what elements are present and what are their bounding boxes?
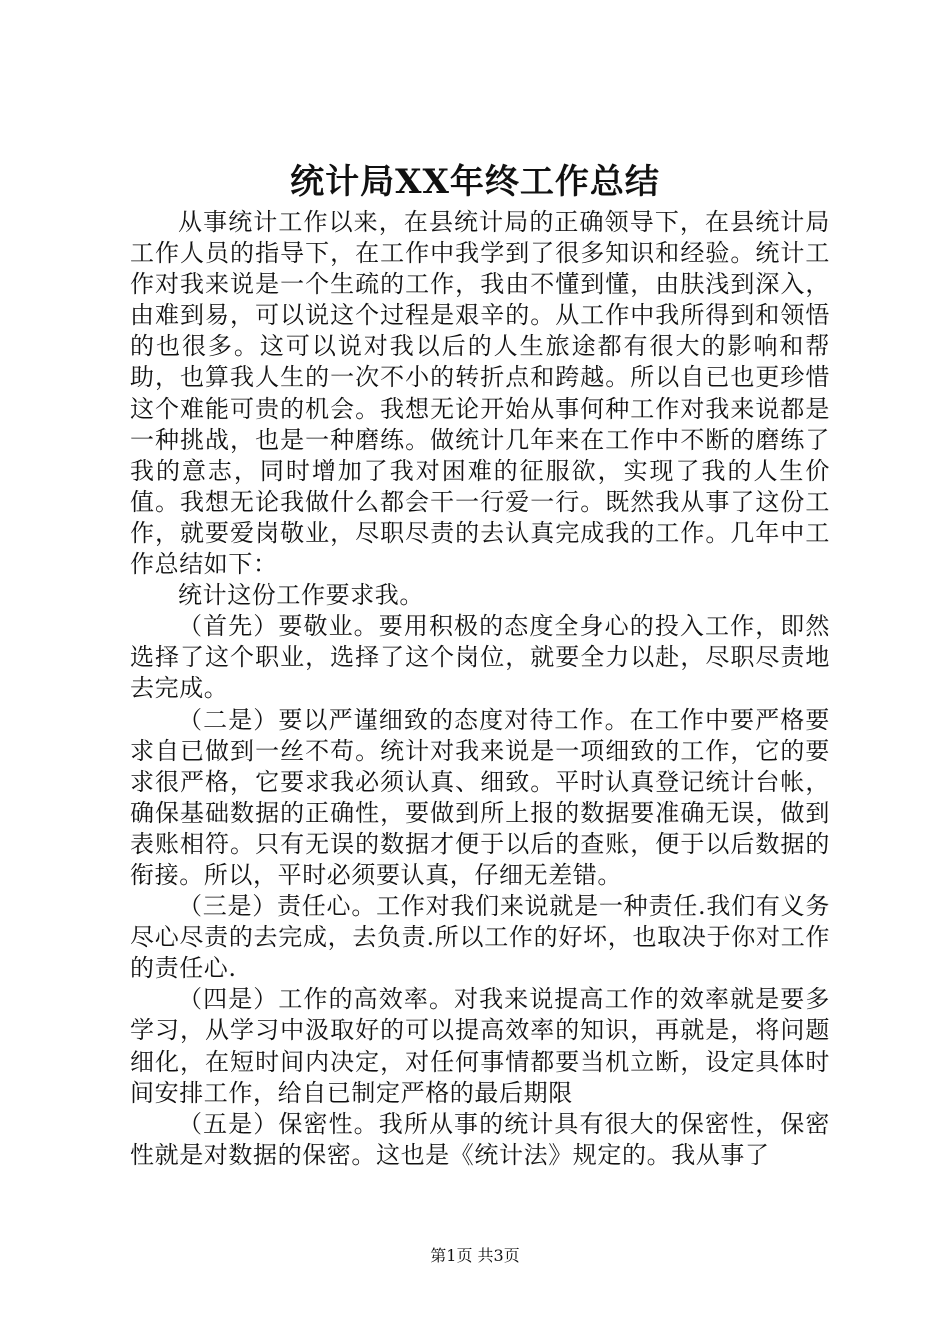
paragraph-point-fifth: （五是）保密性。我所从事的统计具有很大的保密性，保密性就是对数据的保密。这也是《统计法》规定的。我从事了 bbox=[130, 1109, 830, 1169]
paragraph-point-third: （三是）责任心。工作对我们来说就是一种责任.我们有义务尽心尽责的去完成，去负责.所以工作的好坏，也取决于你对工作的责任心. bbox=[130, 892, 830, 983]
paragraph-point-first: （首先）要敬业。要用积极的态度全身心的投入工作，即然选择了这个职业，选择了这个岗位，就要全力以赴，尽职尽责地去完成。 bbox=[130, 612, 830, 703]
document-body bbox=[130, 207, 830, 1171]
paragraph-point-second: （二是）要以严谨细致的态度对待工作。在工作中要严格要求自已做到一丝不苟。统计对我来说是一项细致的工作，它的要求很严格，它要求我必须认真、细致。平时认真登记统计台帐，确保基础数据的正确性，要做到所上报的数据要准确无误，做到表账相符。只有无误的数据才便于以后的查账，便于以后数据的衔接。所以，平时必须要认真，仔细无差错。 bbox=[130, 705, 830, 889]
paragraph-intro: 从事统计工作以来，在县统计局的正确领导下，在县统计局工作人员的指导下，在工作中我学到了很多知识和经验。统计工作对我来说是一个生疏的工作，我由不懂到懂，由肤浅到深入，由难到易，可以说这个过程是艰辛的。从工作中我所得到和领悟的也很多。这可以说对我以后的人生旅途都有很大的影响和帮助，也算我人生的一次不小的转折点和跨越。所以自已也更珍惜这个难能可贵的机会。我想无论开始从事何种工作对我来说都是一种挑战，也是一种磨练。做统计几年来在工作中不断的磨练了我的意志，同时增加了我对困难的征服欲，实现了我的人生价值。我想无论我做什么都会干一行爱一行。既然我从事了这份工作，就要爱岗敬业，尽职尽责的去认真完成我的工作。几年中工作总结如下： bbox=[130, 208, 830, 579]
document-title: 统计局XX年终工作总结 bbox=[290, 162, 660, 202]
paragraph-point-fourth: （四是）工作的高效率。对我来说提高工作的效率就是要多学习，从学习中汲取好的可以提高效率的知识，再就是，将问题细化，在短时间内决定，对任何事情都要当机立断，设定具体时间安排工作，给自已制定严格的最后期限 bbox=[130, 985, 830, 1107]
paragraph-requirements-lead: 统计这份工作要求我。 bbox=[178, 581, 424, 610]
page-number-footer: 第1页 共3页 bbox=[430, 1246, 520, 1265]
